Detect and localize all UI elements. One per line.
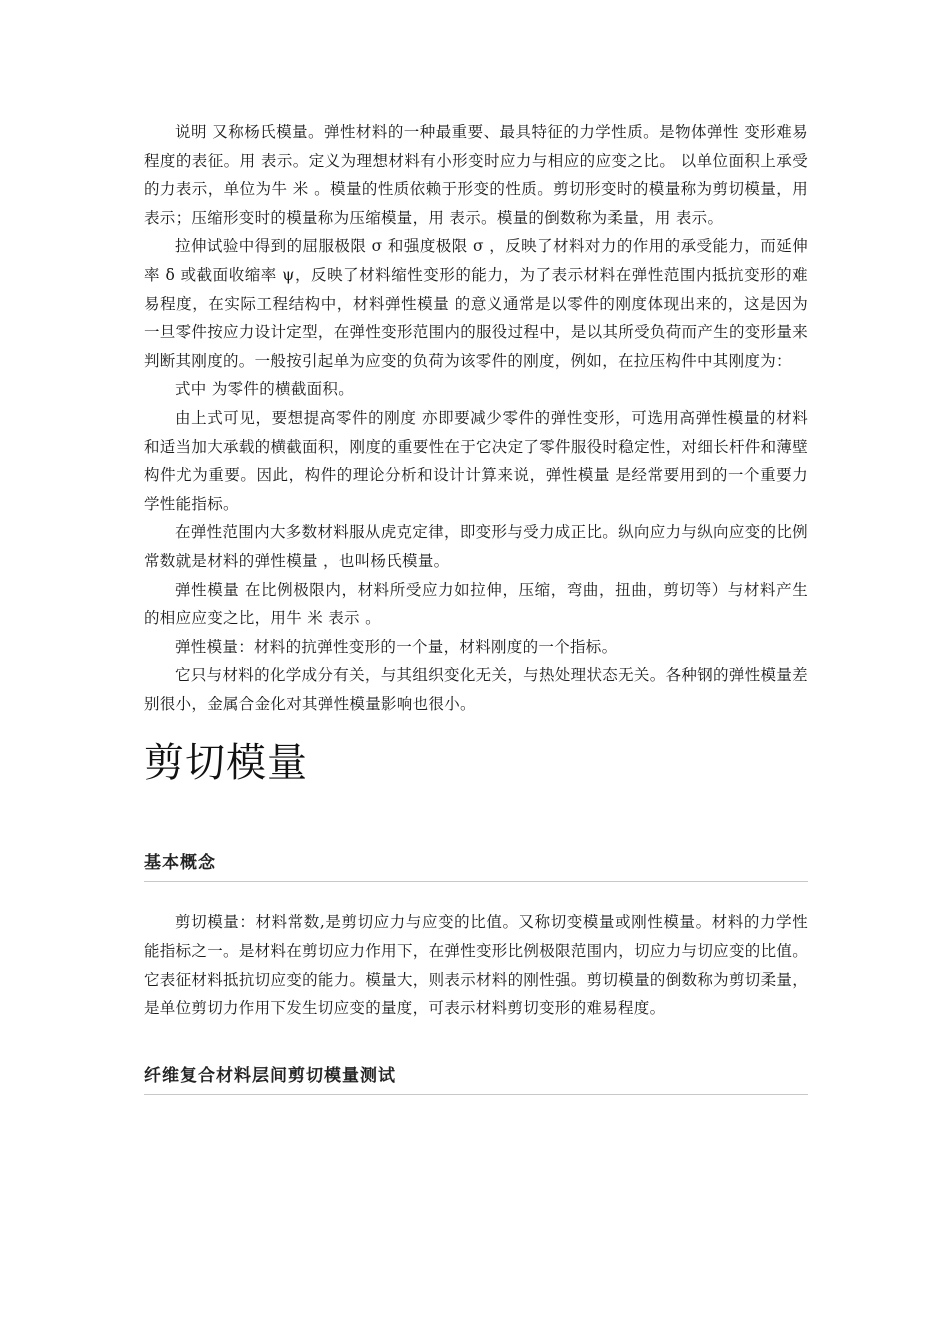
document-content (144, 118, 808, 1095)
paragraph-shear-definition: 剪切模量：材料常数,是剪切应力与应变的比值。又称切变模量或刚性模量。材料的力学性能指标之一。是材料在剪切应力作用下，在弹性变形比例极限范围内，切应力与切应变的比值。它表征材料抵抗切应变的能力。模量大，则表示材料的刚性强。剪切模量的倒数称为剪切柔量，是单位剪切力作用下发生切应变的量度，可表示材料剪切变形的难易程度。 (144, 913, 808, 1018)
paragraph-elastic-summary: 弹性模量：材料的抗弹性变形的一个量，材料刚度的一个指标。 (175, 637, 618, 656)
section-heading-basic-concept: 基本概念 (144, 848, 808, 882)
paragraph-formula-note: 式中 为零件的横截面积。 (175, 380, 355, 399)
paragraph-ratio: 弹性模量 在比例极限内，材料所受应力如拉伸，压缩，弯曲，扭曲，剪切等）与材料产生的相应应变之比，用牛 米 表示 。 (144, 580, 808, 628)
paragraph-definition: 说明 又称杨氏模量。弹性材料的一种最重要、最具特征的力学性质。是物体弹性 变形难易程度的表征。用 表示。定义为理想材料有小形变时应力与相应的应变之比。 以单位面积上承受的力表示，单位为牛 米 。模量的性质依赖于形变的性质。剪切形变时的模量称为剪切模量，用 表示；压缩形变时的模量称为压缩模量，用 表示。模量的倒数称为柔量，用 表示。 (144, 123, 808, 227)
section-heading-composite-test: 纤维复合材料层间剪切模量测试 (144, 1061, 808, 1095)
paragraph-stiffness: 拉伸试验中得到的屈服极限 σ 和强度极限 σ ，反映了材料对力的作用的承受能力，而延伸率 δ 或截面收缩率 ψ，反映了材料缩性变形的能力，为了表示材料在弹性范围内抵抗变形的难易程度，在实际工程结构中，材料弹性模量 的意义通常是以零件的刚度体现出来的，这是因为一旦零件按应力设计定型，在弹性变形范围内的服役过程中，是以其所受负荷而产生的变形量来判断其刚度的。一般按引起单为应变的负荷为该零件的刚度，例如，在拉压构件中其刚度为： (144, 237, 808, 370)
heading-shear-modulus: 剪切模量 (144, 740, 308, 787)
paragraph-stiffness-importance: 由上式可见，要想提高零件的刚度 亦即要减少零件的弹性变形，可选用高弹性模量的材料和适当加大承载的横截面积，刚度的重要性在于它决定了零件服役时稳定性，对细长杆件和薄壁构件尤为重要。因此，构件的理论分析和设计计算来说，弹性模量 是经常要用到的一个重要力学性能指标。 (144, 408, 808, 513)
paragraph-hooke-law: 在弹性范围内大多数材料服从虎克定律，即变形与受力成正比。纵向应力与纵向应变的比例常数就是材料的弹性模量 ，也叫杨氏模量。 (144, 523, 808, 570)
paragraph-composition: 它只与材料的化学成分有关，与其组织变化无关，与热处理状态无关。各种钢的弹性模量差别很小，金属合金化对其弹性模量影响也很小。 (144, 666, 808, 713)
